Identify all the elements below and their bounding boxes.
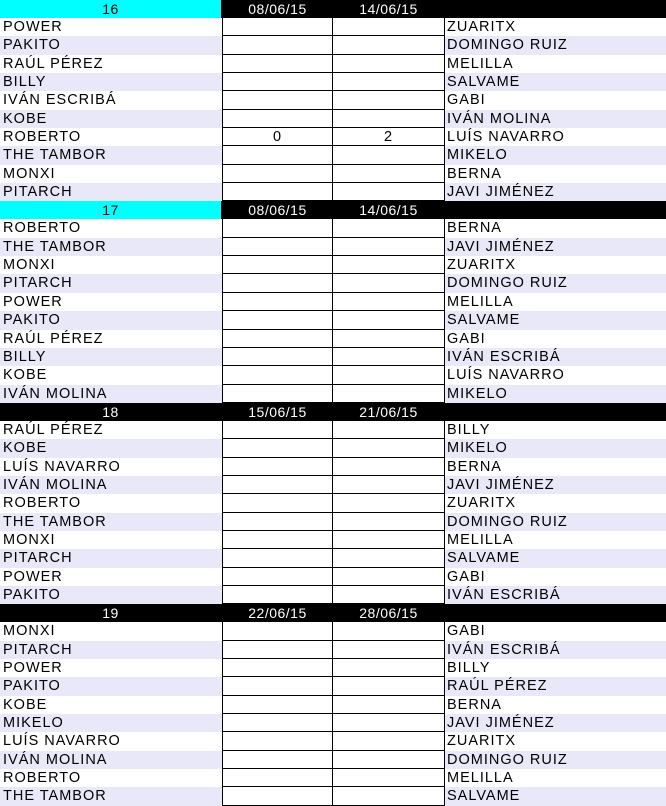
home-score-cell[interactable] (222, 91, 333, 109)
away-team-cell[interactable]: ZUARITX (445, 732, 666, 750)
match-row (0, 769, 666, 787)
home-score-cell[interactable] (222, 146, 333, 164)
home-score-cell[interactable] (222, 494, 333, 512)
away-team-cell[interactable]: ZUARITX (445, 256, 666, 274)
away-score-cell[interactable] (333, 238, 445, 256)
home-team-cell[interactable]: PITARCH (0, 641, 222, 659)
home-score-cell[interactable] (222, 696, 333, 714)
away-team-cell[interactable]: MIKELO (445, 146, 666, 164)
away-score-cell[interactable] (333, 769, 445, 787)
round-end-date[interactable]: 14/06/15 (359, 1, 418, 17)
match-row (0, 348, 666, 366)
away-score-cell[interactable] (333, 751, 445, 769)
home-score-cell[interactable] (222, 677, 333, 695)
home-team-cell[interactable]: RAÚL PÉREZ (0, 55, 222, 73)
home-score-cell[interactable] (222, 549, 333, 567)
away-team-cell[interactable]: LUÍS NAVARRO (445, 366, 666, 384)
away-score-cell[interactable] (333, 36, 445, 54)
match-row (0, 787, 666, 805)
home-team-cell[interactable]: RAÚL PÉREZ (0, 421, 222, 439)
round-number[interactable]: 17 (0, 201, 222, 219)
home-team-cell[interactable]: THE TAMBOR (0, 238, 222, 256)
home-team-cell[interactable]: PITARCH (0, 183, 222, 201)
away-score-cell[interactable] (333, 476, 445, 494)
away-score-cell[interactable] (333, 348, 445, 366)
away-team-cell[interactable]: MELILLA (445, 55, 666, 73)
away-team-cell[interactable]: ZUARITX (445, 18, 666, 36)
home-team-cell[interactable]: KOBE (0, 439, 222, 457)
match-row (0, 165, 666, 183)
home-score-cell[interactable] (222, 165, 333, 183)
home-team-cell[interactable]: PITARCH (0, 274, 222, 292)
away-team-cell[interactable]: LUÍS NAVARRO (445, 128, 666, 146)
header-blank-cell[interactable] (444, 604, 666, 622)
away-score-cell[interactable] (333, 696, 445, 714)
home-team-cell[interactable]: ROBERTO (0, 219, 222, 237)
home-score-cell[interactable] (222, 36, 333, 54)
home-score-cell[interactable] (222, 55, 333, 73)
match-row (0, 73, 666, 91)
home-team-cell[interactable]: IVÁN MOLINA (0, 476, 222, 494)
match-row (0, 622, 666, 640)
away-team-cell[interactable]: MIKELO (445, 439, 666, 457)
away-team-cell[interactable]: BERNA (445, 696, 666, 714)
away-score-cell[interactable] (333, 146, 445, 164)
home-team-cell[interactable]: MIKELO (0, 714, 222, 732)
home-score-cell[interactable] (222, 622, 333, 640)
away-team-cell[interactable]: MELILLA (445, 293, 666, 311)
away-team-cell[interactable]: BERNA (445, 458, 666, 476)
home-score-cell[interactable] (222, 769, 333, 787)
match-row (0, 238, 666, 256)
home-score-cell[interactable] (222, 330, 333, 348)
home-team-cell[interactable]: RAÚL PÉREZ (0, 330, 222, 348)
away-score-cell[interactable] (333, 622, 445, 640)
home-score-cell[interactable] (222, 311, 333, 329)
match-row (0, 439, 666, 457)
away-score-cell[interactable] (333, 714, 445, 732)
away-team-cell[interactable]: GABI (445, 330, 666, 348)
home-score-cell[interactable] (222, 568, 333, 586)
match-row (0, 18, 666, 36)
match-row (0, 183, 666, 201)
away-score-cell[interactable] (333, 73, 445, 91)
home-score-cell[interactable] (222, 714, 333, 732)
away-score-cell[interactable]: 2 (333, 128, 445, 146)
away-score-cell[interactable] (333, 55, 445, 73)
home-team-cell[interactable]: PITARCH (0, 549, 222, 567)
away-team-cell[interactable]: BILLY (445, 421, 666, 439)
match-row (0, 494, 666, 512)
home-team-cell[interactable]: KOBE (0, 366, 222, 384)
match-row (0, 36, 666, 54)
away-score-cell[interactable] (333, 787, 445, 805)
away-score-cell[interactable] (333, 421, 445, 439)
away-team-cell[interactable]: IVÁN MOLINA (445, 110, 666, 128)
away-score-cell[interactable] (333, 274, 445, 292)
home-score-cell[interactable]: 0 (222, 128, 333, 146)
home-score-cell[interactable] (222, 641, 333, 659)
round-header (0, 0, 666, 18)
away-score-cell[interactable] (333, 494, 445, 512)
away-team-cell[interactable]: SALVAME (445, 311, 666, 329)
home-score-cell[interactable] (222, 274, 333, 292)
round-start-date[interactable]: 08/06/15 (248, 1, 307, 17)
round-header (0, 403, 666, 421)
away-team-cell[interactable]: SALVAME (445, 787, 666, 805)
home-score-cell[interactable] (222, 348, 333, 366)
match-row (0, 659, 666, 677)
away-score-cell[interactable] (333, 183, 445, 201)
match-row (0, 677, 666, 695)
round-block (0, 201, 666, 402)
home-score-cell[interactable] (222, 73, 333, 91)
away-team-cell[interactable]: MELILLA (445, 531, 666, 549)
away-score-cell[interactable] (333, 513, 445, 531)
round-start-date[interactable]: 22/06/15 (248, 605, 307, 622)
match-row (0, 330, 666, 348)
match-row (0, 641, 666, 659)
home-team-cell[interactable]: IVÁN MOLINA (0, 751, 222, 769)
round-number[interactable]: 16 (0, 0, 222, 18)
home-score-cell[interactable] (222, 238, 333, 256)
match-row (0, 256, 666, 274)
match-row (0, 293, 666, 311)
home-score-cell[interactable] (222, 787, 333, 805)
home-team-cell[interactable]: POWER (0, 18, 222, 36)
away-team-cell[interactable]: DOMINGO RUIZ (445, 751, 666, 769)
away-team-cell[interactable]: BERNA (445, 165, 666, 183)
home-score-cell[interactable] (222, 219, 333, 237)
away-team-cell[interactable]: RAÚL PÉREZ (445, 677, 666, 695)
home-team-cell[interactable]: ROBERTO (0, 769, 222, 787)
match-row (0, 586, 666, 604)
away-team-cell[interactable]: JAVI JIMÉNEZ (445, 238, 666, 256)
home-team-cell[interactable]: POWER (0, 293, 222, 311)
home-team-cell[interactable]: PAKITO (0, 36, 222, 54)
home-score-cell[interactable] (222, 110, 333, 128)
away-score-cell[interactable] (333, 458, 445, 476)
home-score-cell[interactable] (222, 18, 333, 36)
home-score-cell[interactable] (222, 732, 333, 750)
away-team-cell[interactable]: DOMINGO RUIZ (445, 513, 666, 531)
match-row (0, 128, 666, 146)
home-score-cell[interactable] (222, 659, 333, 677)
away-team-cell[interactable]: JAVI JIMÉNEZ (445, 714, 666, 732)
match-row (0, 91, 666, 109)
away-team-cell[interactable]: SALVAME (445, 73, 666, 91)
header-blank-cell[interactable] (444, 0, 666, 18)
home-team-cell[interactable]: THE TAMBOR (0, 146, 222, 164)
away-score-cell[interactable] (333, 330, 445, 348)
away-team-cell[interactable]: MIKELO (445, 385, 666, 403)
away-score-cell[interactable] (333, 18, 445, 36)
home-team-cell[interactable]: IVÁN ESCRIBÁ (0, 91, 222, 109)
away-team-cell[interactable]: BERNA (445, 219, 666, 237)
away-score-cell[interactable] (333, 256, 445, 274)
match-row (0, 751, 666, 769)
away-team-cell[interactable]: JAVI JIMÉNEZ (445, 183, 666, 201)
away-team-cell[interactable]: MELILLA (445, 769, 666, 787)
away-score-cell[interactable] (333, 219, 445, 237)
match-row (0, 696, 666, 714)
away-score-cell[interactable] (333, 549, 445, 567)
match-row (0, 146, 666, 164)
away-team-cell[interactable]: DOMINGO RUIZ (445, 274, 666, 292)
home-team-cell[interactable]: IVÁN MOLINA (0, 385, 222, 403)
round-end-date[interactable]: 14/06/15 (359, 202, 418, 219)
away-score-cell[interactable] (333, 165, 445, 183)
match-row (0, 421, 666, 439)
away-score-cell[interactable] (333, 531, 445, 549)
away-score-cell[interactable] (333, 91, 445, 109)
round-start-date[interactable]: 08/06/15 (248, 202, 307, 219)
away-score-cell[interactable] (333, 732, 445, 750)
away-score-cell[interactable] (333, 110, 445, 128)
home-score-cell[interactable] (222, 421, 333, 439)
home-team-cell[interactable]: LUÍS NAVARRO (0, 458, 222, 476)
home-team-cell[interactable]: PAKITO (0, 311, 222, 329)
match-row (0, 714, 666, 732)
away-team-cell[interactable]: GABI (445, 622, 666, 640)
home-score-cell[interactable] (222, 385, 333, 403)
home-score-cell[interactable] (222, 256, 333, 274)
home-score-cell[interactable] (222, 183, 333, 201)
away-team-cell[interactable]: IVÁN ESCRIBÁ (445, 348, 666, 366)
home-score-cell[interactable] (222, 293, 333, 311)
round-number[interactable]: 18 (0, 403, 222, 421)
home-team-cell[interactable]: BILLY (0, 348, 222, 366)
match-row (0, 513, 666, 531)
home-team-cell[interactable]: ROBERTO (0, 494, 222, 512)
away-score-cell[interactable] (333, 439, 445, 457)
home-team-cell[interactable]: KOBE (0, 696, 222, 714)
home-score-cell[interactable] (222, 366, 333, 384)
away-score-cell[interactable] (333, 293, 445, 311)
away-score-cell[interactable] (333, 586, 445, 604)
round-block (0, 0, 666, 201)
home-team-cell[interactable]: POWER (0, 568, 222, 586)
home-team-cell[interactable]: THE TAMBOR (0, 787, 222, 805)
away-team-cell[interactable]: DOMINGO RUIZ (445, 36, 666, 54)
match-row (0, 549, 666, 567)
match-row (0, 458, 666, 476)
away-team-cell[interactable]: IVÁN ESCRIBÁ (445, 641, 666, 659)
away-team-cell[interactable]: GABI (445, 568, 666, 586)
home-team-cell[interactable]: MONXI (0, 165, 222, 183)
home-team-cell[interactable]: MONXI (0, 622, 222, 640)
match-row (0, 219, 666, 237)
home-score-cell[interactable] (222, 439, 333, 457)
away-score-cell[interactable] (333, 677, 445, 695)
home-score-cell[interactable] (222, 531, 333, 549)
home-team-cell[interactable]: MONXI (0, 531, 222, 549)
round-header (0, 201, 666, 219)
round-end-date[interactable]: 28/06/15 (359, 605, 418, 622)
match-row (0, 732, 666, 750)
header-blank-cell[interactable] (444, 201, 666, 219)
home-team-cell[interactable]: POWER (0, 659, 222, 677)
away-score-cell[interactable] (333, 366, 445, 384)
match-row (0, 385, 666, 403)
round-block (0, 403, 666, 604)
round-start-date[interactable]: 15/06/15 (248, 403, 307, 420)
home-score-cell[interactable] (222, 586, 333, 604)
home-team-cell[interactable]: PAKITO (0, 586, 222, 604)
away-team-cell[interactable]: JAVI JIMÉNEZ (445, 476, 666, 494)
match-row (0, 274, 666, 292)
match-row (0, 311, 666, 329)
home-team-cell[interactable]: THE TAMBOR (0, 513, 222, 531)
home-team-cell[interactable]: PAKITO (0, 677, 222, 695)
round-block (0, 604, 666, 805)
match-row (0, 531, 666, 549)
home-team-cell[interactable]: MONXI (0, 256, 222, 274)
round-header (0, 604, 666, 622)
home-score-cell[interactable] (222, 751, 333, 769)
round-end-date[interactable]: 21/06/15 (359, 403, 418, 420)
away-score-cell[interactable] (333, 641, 445, 659)
away-score-cell[interactable] (333, 568, 445, 586)
home-score-cell[interactable] (222, 476, 333, 494)
round-number[interactable]: 19 (0, 604, 222, 622)
home-team-cell[interactable]: BILLY (0, 73, 222, 91)
match-row (0, 55, 666, 73)
away-team-cell[interactable]: BILLY (445, 659, 666, 677)
match-row (0, 366, 666, 384)
away-team-cell[interactable]: IVÁN ESCRIBÁ (445, 586, 666, 604)
home-score-cell[interactable] (222, 513, 333, 531)
home-team-cell[interactable]: LUÍS NAVARRO (0, 732, 222, 750)
match-row (0, 568, 666, 586)
home-score-cell[interactable] (222, 458, 333, 476)
away-team-cell[interactable]: SALVAME (445, 549, 666, 567)
home-team-cell[interactable]: ROBERTO (0, 128, 222, 146)
home-team-cell[interactable]: KOBE (0, 110, 222, 128)
away-score-cell[interactable] (333, 385, 445, 403)
match-row (0, 476, 666, 494)
away-team-cell[interactable]: GABI (445, 91, 666, 109)
header-blank-cell[interactable] (444, 403, 666, 421)
away-team-cell[interactable]: ZUARITX (445, 494, 666, 512)
away-score-cell[interactable] (333, 659, 445, 677)
away-score-cell[interactable] (333, 311, 445, 329)
match-row (0, 110, 666, 128)
